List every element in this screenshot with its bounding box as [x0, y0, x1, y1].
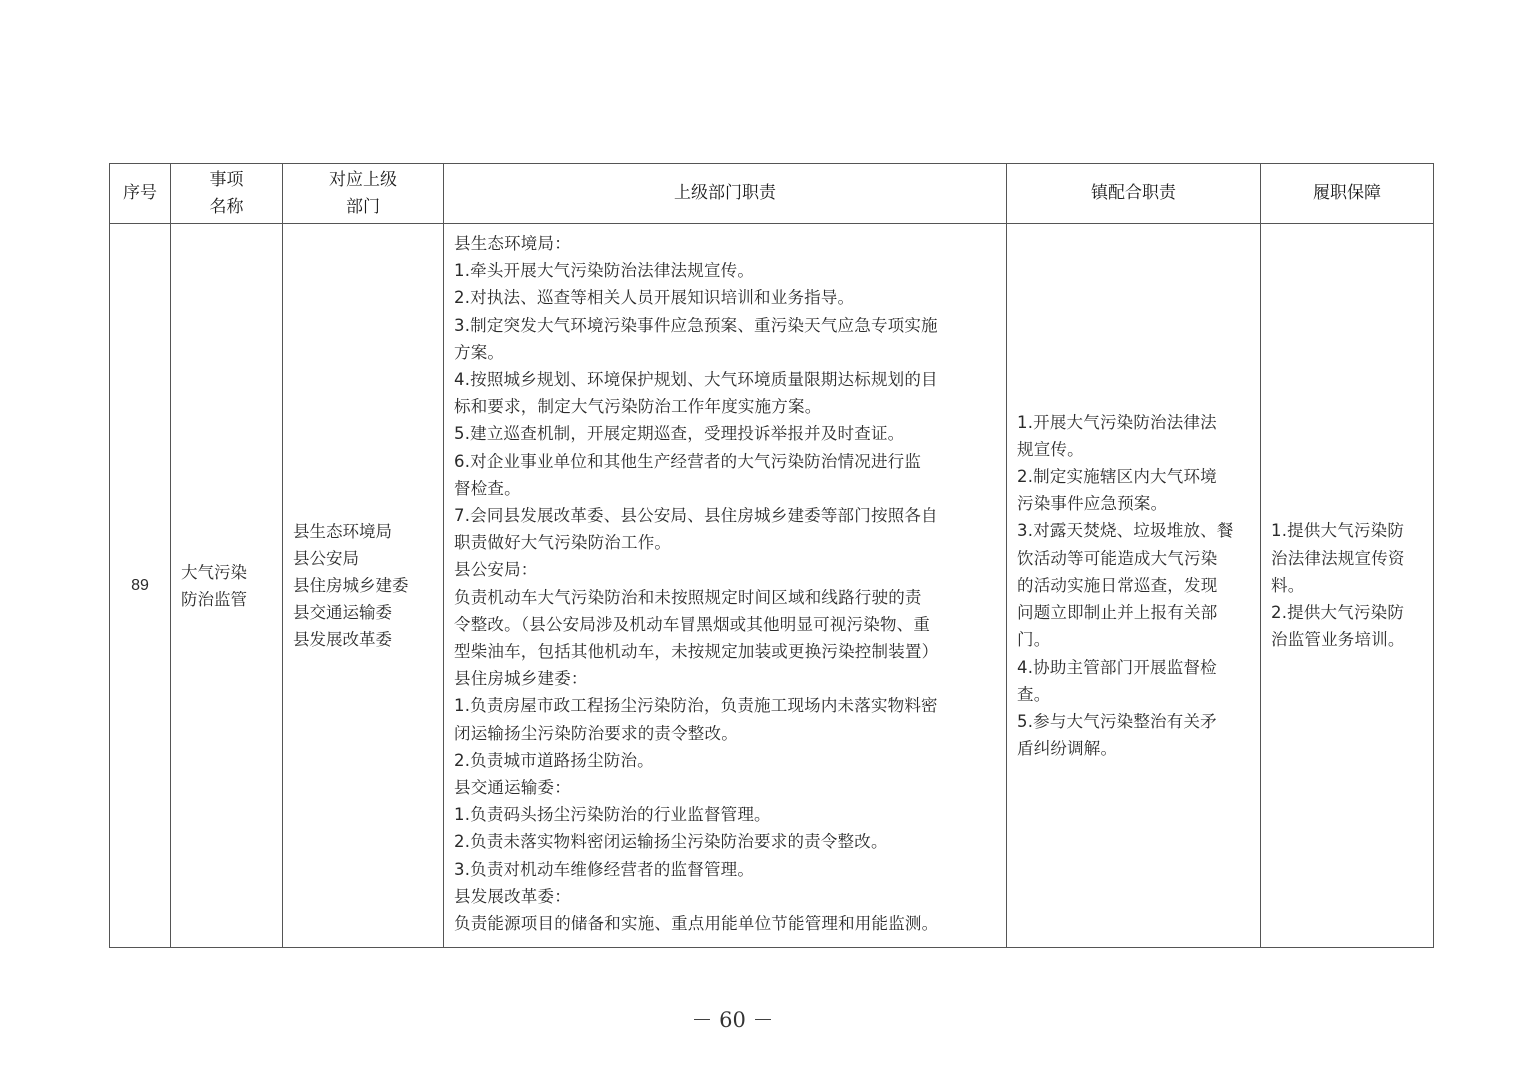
- upper-duty-line: 县住房城乡建委：: [454, 669, 588, 689]
- row-town-duties: [1007, 224, 1261, 948]
- guarantee-line: 1.提供大气污染防: [1271, 521, 1405, 541]
- town-duty-line: 规宣传。: [1017, 439, 1084, 459]
- header-town-duties: 镇配合职责: [1007, 164, 1261, 224]
- guarantee-line: 2.提供大气污染防: [1271, 603, 1405, 623]
- row-upper-duties: [444, 224, 1007, 948]
- upper-duty-line: 5.建立巡查机制，开展定期巡查，受理投诉举报并及时查证。: [454, 424, 905, 444]
- header-item-name: [171, 164, 283, 224]
- upper-duty-line: 2.对执法、巡查等相关人员开展知识培训和业务指导。: [454, 288, 855, 308]
- upper-duty-line: 负责机动车大气污染防治和未按照规定时间区域和线路行驶的责: [454, 587, 922, 607]
- upper-duty-line: 职责做好大气污染防治工作。: [454, 533, 672, 553]
- upper-duty-line: 县公安局：: [454, 560, 538, 580]
- header-dept-line: 部门: [346, 196, 380, 217]
- town-duty-line: 3.对露天焚烧、垃圾堆放、餐: [1017, 521, 1234, 541]
- duty-table: [109, 163, 1434, 948]
- row-item-name: [171, 224, 283, 948]
- upper-duty-line: 县交通运输委：: [454, 778, 571, 798]
- town-duty-line: 盾纠纷调解。: [1017, 739, 1118, 759]
- header-dept: [283, 164, 444, 224]
- town-duty-line: 问题立即制止并上报有关部: [1017, 603, 1218, 623]
- upper-duty-line: 令整改。（县公安局涉及机动车冒黑烟或其他明显可视污染物、重: [454, 614, 931, 634]
- row-seq: 89: [110, 224, 171, 948]
- row-departments: [283, 224, 444, 948]
- town-duty-line: 4.协助主管部门开展监督检: [1017, 657, 1217, 677]
- upper-duty-line: 1.牵头开展大气污染防治法律法规宣传。: [454, 261, 755, 281]
- upper-duty-line: 2.负责未落实物料密闭运输扬尘污染防治要求的责令整改。: [454, 832, 888, 852]
- upper-duty-line: 4.按照城乡规划、环境保护规划、大气环境质量限期达标规划的目: [454, 370, 938, 390]
- town-duty-line: 的活动实施日常巡查，发现: [1017, 575, 1218, 595]
- department-line: 县生态环境局: [293, 522, 392, 541]
- upper-duty-line: 3.负责对机动车维修经营者的监督管理。: [454, 859, 755, 879]
- upper-duty-line: 2.负责城市道路扬尘防治。: [454, 750, 654, 770]
- upper-duty-line: 县发展改革委：: [454, 886, 571, 906]
- upper-duty-line: 闭运输扬尘污染防治要求的责令整改。: [454, 723, 738, 743]
- town-duty-line: 1.开展大气污染防治法律法: [1017, 412, 1217, 432]
- town-duty-line: 查。: [1017, 684, 1051, 704]
- department-line: 县发展改革委: [293, 630, 392, 649]
- upper-duty-line: 督检查。: [454, 478, 521, 498]
- table-row: [110, 224, 1434, 948]
- header-item-name-line: 事项: [209, 169, 244, 190]
- upper-duty-line: 1.负责码头扬尘污染防治的行业监督管理。: [454, 805, 771, 825]
- upper-duty-line: 1.负责房屋市政工程扬尘污染防治，负责施工现场内未落实物料密: [454, 696, 938, 716]
- page-number: － 60 －: [691, 1008, 774, 1032]
- town-duty-line: 污染事件应急预案。: [1017, 494, 1168, 514]
- town-duty-line: 饮活动等可能造成大气污染: [1017, 548, 1218, 568]
- header-item-name-line: 名称: [209, 196, 244, 217]
- town-duty-line: 2.制定实施辖区内大气环境: [1017, 467, 1217, 487]
- header-seq: 序号: [110, 164, 171, 224]
- header-row: [110, 164, 1434, 224]
- row-item-name-line: 防治监管: [181, 589, 247, 609]
- upper-duty-line: 型柴油车，包括其他机动车，未按规定加装或更换污染控制装置）: [454, 642, 939, 662]
- department-line: 县交通运输委: [293, 603, 392, 622]
- guarantee-line: 治监管业务培训。: [1271, 630, 1405, 650]
- town-duty-line: 5.参与大气污染整治有关矛: [1017, 711, 1217, 731]
- header-dept-line: 对应上级: [329, 169, 397, 190]
- upper-duty-line: 标和要求，制定大气污染防治工作年度实施方案。: [454, 397, 822, 417]
- header-upper-duties: 上级部门职责: [444, 164, 1007, 224]
- town-duty-line: 门。: [1017, 630, 1051, 650]
- guarantee-line: 料。: [1271, 575, 1305, 595]
- department-line: 县住房城乡建委: [293, 576, 409, 595]
- header-guarantee: 履职保障: [1261, 164, 1434, 224]
- row-item-name-line: 大气污染: [181, 562, 247, 582]
- upper-duty-line: 县生态环境局：: [454, 234, 571, 253]
- guarantee-line: 治法律法规宣传资: [1271, 548, 1405, 568]
- upper-duty-line: 7.会同县发展改革委、县公安局、县住房城乡建委等部门按照各自: [454, 506, 938, 526]
- upper-duty-line: 3.制定突发大气环境污染事件应急预案、重污染天气应急专项实施: [454, 315, 938, 335]
- upper-duty-line: 负责能源项目的储备和实施、重点用能单位节能管理和用能监测。: [454, 914, 939, 934]
- row-guarantee: [1261, 224, 1434, 948]
- upper-duty-line: 6.对企业事业单位和其他生产经营者的大气污染防治情况进行监: [454, 451, 922, 471]
- department-line: 县公安局: [293, 549, 359, 568]
- upper-duty-line: 方案。: [454, 342, 505, 362]
